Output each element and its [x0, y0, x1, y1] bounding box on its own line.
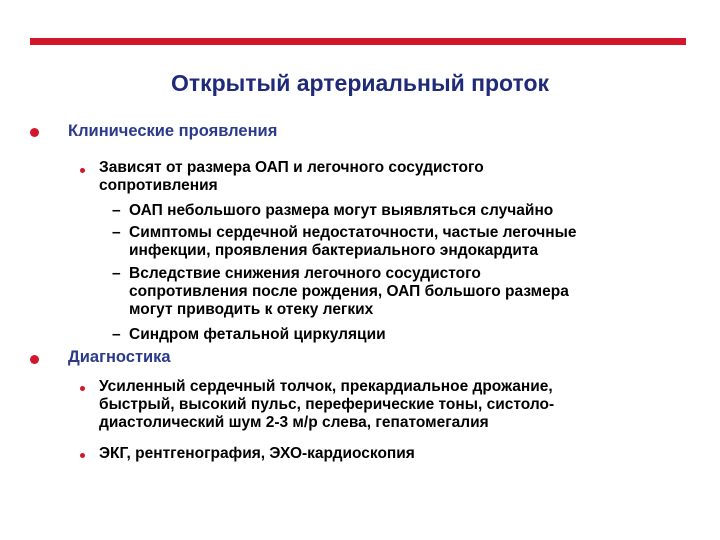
- top-accent-bar: [30, 38, 686, 45]
- sub-item-line: Вследствие снижения легочного сосудистого: [129, 265, 481, 282]
- sub-item-line: могут приводить к отеку легких: [129, 301, 374, 318]
- bullet-line: ЭКГ, рентгенография, ЭХО-кардиоскопия: [99, 445, 415, 462]
- sub-item-line: сопротивления после рождения, ОАП большого размера: [129, 283, 569, 300]
- sub-item: [129, 202, 699, 220]
- sub-item: [129, 265, 699, 319]
- bullet-icon: [80, 453, 85, 458]
- sub-item-line: инфекции, проявления бактериального эндокардита: [129, 242, 539, 259]
- bullet-item: [99, 159, 699, 195]
- bullet-line: Зависят от размера ОАП и легочного сосудистого: [99, 159, 484, 176]
- bullet-line: диастолический шум 2-3 м/р слева, гепатомегалия: [99, 414, 489, 431]
- bullet-item: [99, 378, 699, 432]
- section-heading-clinical: Клинические проявления: [68, 122, 278, 140]
- slide-title: Открытый артериальный проток: [170, 70, 550, 96]
- bullet-icon: [80, 168, 85, 173]
- bullet-line: быстрый, высокий пульс, переферические тоны, систоло-: [99, 396, 555, 413]
- section-heading-diagnostics: Диагностика: [68, 348, 171, 366]
- sub-item: [129, 224, 699, 260]
- bullet-icon: [80, 386, 85, 391]
- bullet-line: сопротивления: [99, 177, 218, 194]
- sub-item-line: Синдром фетальной циркуляции: [129, 326, 386, 343]
- section-bullet-icon: [30, 128, 39, 137]
- dash-icon: –: [112, 224, 121, 241]
- bullet-item: [99, 445, 699, 463]
- dash-icon: –: [112, 202, 121, 219]
- section-bullet-icon: [30, 355, 39, 364]
- dash-icon: –: [112, 265, 121, 282]
- dash-icon: –: [112, 326, 121, 343]
- sub-item: [129, 326, 699, 344]
- sub-item-line: Симптомы сердечной недостаточности, частые легочные: [129, 224, 577, 241]
- sub-item-line: ОАП небольшого размера могут выявляться случайно: [129, 202, 554, 219]
- bullet-line: Усиленный сердечный толчок, прекардиальное дрожание,: [99, 378, 553, 395]
